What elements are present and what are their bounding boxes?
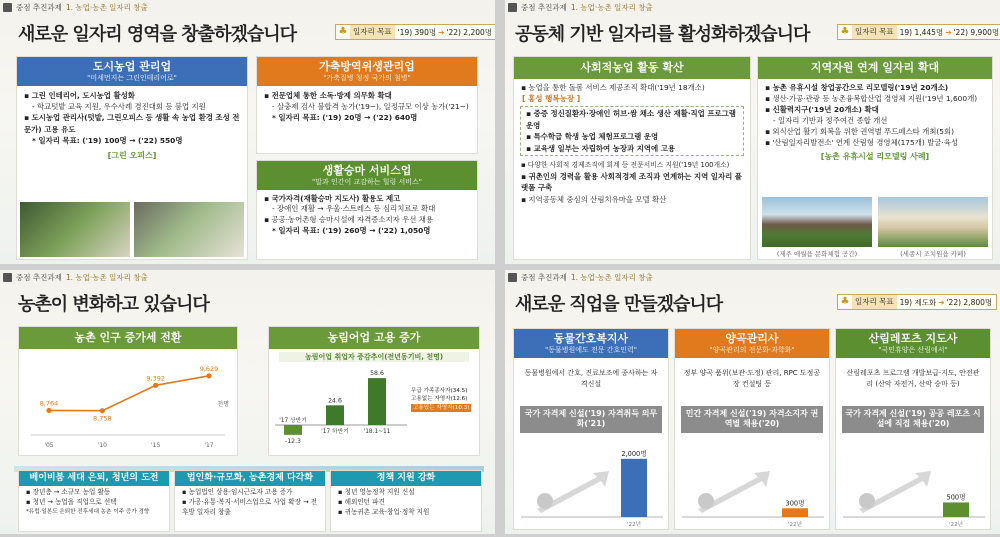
green-office-photo xyxy=(20,202,130,257)
goal-line: * 일자리 목표: ('19) 100명 → ('22) 550명 xyxy=(32,136,183,146)
list-item: ▪ 외식산업 활기 회복을 위한 권역별 푸드페스타 개최(5회) xyxy=(765,126,987,137)
data-label: 58.6 xyxy=(370,370,384,378)
bar xyxy=(621,459,647,517)
horse-riding-card xyxy=(256,160,478,260)
card-header xyxy=(836,329,990,358)
data-label: 9,392 xyxy=(146,374,165,383)
list-item: *유럽·일본도 은퇴한 전후세대 농촌 이주 증가 경향 xyxy=(26,509,150,516)
card-title: 산림레포츠 지도사 xyxy=(868,332,958,345)
goal-from: '19) 390명 xyxy=(397,27,437,37)
job-bar-chart xyxy=(517,441,667,529)
tick-label: '17 상반기 xyxy=(279,418,307,424)
tick-label: '17 하반기 xyxy=(321,429,349,435)
goal-badge xyxy=(335,24,495,40)
illustration-icon xyxy=(537,493,553,509)
legend-item: 고용있는 자영자(10.3) xyxy=(413,404,470,411)
population-chart-card xyxy=(18,326,238,456)
goal-badge xyxy=(837,24,1000,40)
legend-item: 고용없는 자영자(12.6) xyxy=(411,396,468,403)
chart-subtitle: 농림어업 취업자 증감추이(전년동기비, 천명) xyxy=(279,352,469,362)
slide-header xyxy=(505,270,653,284)
breadcrumb-topic: 1. 농업·농촌 일자리 창출 xyxy=(570,272,653,282)
list-item: ▪ 생산·가공·관광 등 농촌융복합산업 경영체 지원('19년 1,600개) xyxy=(765,93,987,104)
data-label: 8,764 xyxy=(39,399,59,408)
job-milestone: 국가 자격제 신설('19) 공공 레포츠 시설에 직접 채용('20) xyxy=(842,406,984,434)
list-item: ▪ 귀촌인의 경력을 활용 사회적경제 조직과 연계하는 지역 일자리 플랫폼 구축 xyxy=(521,171,745,194)
list-item: ▪ 도시농업 관리사(텃밭, 그린오피스 등 생활 속 농업 환경 조성 전문가) 고용 유도 xyxy=(24,112,242,135)
breadcrumb-section: 중점 추진과제 xyxy=(521,2,567,12)
card-title: 정책 지원 강화 xyxy=(331,471,481,486)
breadcrumb-section: 중점 추진과제 xyxy=(521,272,567,282)
babyboom-card xyxy=(18,470,170,532)
list-item: ▪ 청년 영농정착 지원 신설 xyxy=(338,488,476,498)
data-point xyxy=(153,383,158,388)
photo-caption: (세종시 조치원읍 카페) xyxy=(900,250,966,258)
list-item: ▪ 청년 → 농업을 직업으로 선택 xyxy=(26,498,164,508)
chart-legend xyxy=(411,387,471,412)
goal-to: '22) 2,200명 xyxy=(446,27,493,37)
list-item: ▪ 농업법인 상용·임시근로자 고용 증가 xyxy=(182,488,320,498)
breadcrumb-topic: 1. 농업·농촌 일자리 창출 xyxy=(65,2,148,12)
page-title: 새로운 직업을 만들겠습니다 xyxy=(515,294,723,315)
card-title: 법인화·규모화, 농촌경제 다각화 xyxy=(175,471,325,486)
bar xyxy=(284,425,302,435)
data-label: 300명 xyxy=(785,499,805,508)
menu-icon xyxy=(3,273,12,282)
card-title: 농림어업 고용 증가 xyxy=(269,327,479,349)
goal-to: '22) 2,800명 xyxy=(946,297,993,307)
list-item: ▪ 중증 정신질환자·장애인 허브·쌈 채소 생산 재활·직업 프로그램 운영 xyxy=(526,108,738,131)
policy-card xyxy=(330,470,482,532)
list-item: - 학교텃밭 교육 지원, 우수사례 경진대회 등 붐업 지원 xyxy=(32,101,206,111)
list-item: ▪ 장년층 → 소규모 농업 활동 xyxy=(26,488,164,498)
goal-label: 일자리 목표 xyxy=(852,25,897,39)
tick-label: '15 xyxy=(151,442,161,449)
slide-header xyxy=(505,0,653,14)
goal-line: * 일자리 목표: ('19) 20명 → ('22) 640명 xyxy=(272,113,418,123)
employment-bar-chart xyxy=(271,365,411,455)
menu-icon xyxy=(508,273,517,282)
bar xyxy=(782,508,808,517)
job-card-vet-nurse xyxy=(513,328,669,530)
card-subtitle: "국민휴양은 산림에서" xyxy=(878,345,948,354)
tick-label: '22년 xyxy=(948,522,964,528)
employment-chart-card xyxy=(268,326,480,456)
goal-from: 19) 1,445명 xyxy=(899,27,944,37)
arrow-right-icon: ➔ xyxy=(945,27,952,37)
list-item: - 장애인 재활 → 우울·스트레스 등 심리치료로 확대 xyxy=(272,204,436,214)
card-title: 동물간호복지사 xyxy=(553,332,629,345)
data-point xyxy=(206,373,211,378)
card-header xyxy=(17,57,247,86)
page-title: 공동체 기반 일자리를 활성화하겠습니다 xyxy=(515,24,810,45)
tick-label: '22년 xyxy=(626,522,642,528)
job-card-grain-manager xyxy=(674,328,830,530)
goal-label: 일자리 목표 xyxy=(852,295,897,309)
data-label: 9,629 xyxy=(199,364,219,373)
page-title: 농촌이 변화하고 있습니다 xyxy=(18,294,209,315)
card-title: 사회적농업 활동 확산 xyxy=(514,57,750,79)
data-label: 24.6 xyxy=(328,397,342,405)
goal-line: * 일자리 목표: ('19) 260명 → ('22) 1,050명 xyxy=(272,225,431,235)
card-subtitle: "양곡관리의 전문화·과학화" xyxy=(709,345,795,354)
bar xyxy=(943,502,969,517)
photo-caption: (제주 애월읍 문화체험 공간) xyxy=(776,250,858,258)
list-item: ▪ 특수학급 학생 농업 체험프로그램 운영 xyxy=(526,131,738,142)
list-item: ▪ 귀농귀촌 교육·창업·정착 지원 xyxy=(338,508,476,518)
card-header xyxy=(257,57,477,86)
list-item: ▪ 그린 인테리어, 도시농업 활성화 xyxy=(24,90,242,101)
job-description: 동물병원에서 간호, 진료보조에 종사하는 자격신설 xyxy=(524,368,658,388)
slide-header xyxy=(0,270,148,284)
corporatization-card xyxy=(174,470,326,532)
card-title: 지역자원 연계 일자리 확대 xyxy=(758,57,992,79)
tick-label: '17 xyxy=(204,442,214,449)
breadcrumb-section: 중점 추진과제 xyxy=(16,272,62,282)
breadcrumb-topic: 1. 농업·농촌 일자리 창출 xyxy=(65,272,148,282)
tick-label: '10 xyxy=(97,442,107,449)
menu-icon xyxy=(3,3,12,12)
list-item: ▪ 농촌 유휴시설 창업공간으로 리모델링('19년 20개소) xyxy=(765,82,987,93)
goal-from: 19) 제도화 xyxy=(899,297,937,307)
job-description: 정부 양곡 품위(보관·도정) 관리, RPC 도정공장 컨설팅 등 xyxy=(683,368,821,388)
card-title: 베이비붐 세대 은퇴, 청년의 도전 xyxy=(19,471,169,486)
list-item: ▪ 가공·유통·복지·서비스업으로 사업 확장 → 전후방 일자리 창출 xyxy=(182,498,320,518)
list-item: - 살충제 검사 불합격 농가('19~), 일정규모 이상 농가('21~) xyxy=(272,101,469,111)
card-subtitle: "말과 인간이 교감하는 힐링 서비스" xyxy=(311,177,422,186)
data-label: 500명 xyxy=(946,493,966,502)
arrow-right-icon: ➔ xyxy=(938,297,945,307)
illustration-icon xyxy=(859,493,875,509)
arrow-right-icon: ➔ xyxy=(438,27,445,37)
list-item: ▪ 해외인턴 파견 xyxy=(338,498,476,508)
slide-rural-change xyxy=(0,270,495,534)
slide-new-occupations xyxy=(505,270,1000,534)
list-item: - 일자리 기반과 정주여건 종합 개선 xyxy=(773,116,888,126)
sprout-icon: ♣ xyxy=(840,26,850,37)
card-header xyxy=(257,161,477,190)
list-item: ▪ 지역공동체 중심의 산림치유마을 모델 확산 xyxy=(521,194,745,205)
list-item: ▪ 신활력지구('19년 20개소) 확대 xyxy=(765,104,987,115)
job-bar-chart xyxy=(839,441,989,529)
livestock-hygiene-card xyxy=(256,56,478,154)
data-label: 2,000명 xyxy=(621,449,647,458)
goal-to: '22) 9,900명 xyxy=(953,27,1000,37)
card-title: 양곡관리사 xyxy=(725,332,779,345)
job-milestone: 민간 자격제 신설('19) 자격소지자 권역별 채용('20) xyxy=(681,406,823,434)
regional-resources-card xyxy=(757,56,993,260)
slide-header xyxy=(0,0,148,14)
unit-label: 천명 xyxy=(217,401,229,408)
list-item: ▪ 다양한 사회적 경제조직에 회계 등 전문서비스 지원('19년 100개소) xyxy=(521,160,745,171)
sprout-icon: ♣ xyxy=(338,26,348,37)
data-label: 8,758 xyxy=(93,414,112,423)
goal-label: 일자리 목표 xyxy=(350,25,395,39)
goal-badge xyxy=(837,294,997,310)
sejong-cafe-photo xyxy=(878,197,988,247)
social-farming-card xyxy=(513,56,751,260)
data-point xyxy=(46,408,51,413)
green-office-photo xyxy=(134,202,244,257)
list-item: ▪ '산림일자리발전소' 연계 산림형 경영체(175개) 발굴·육성 xyxy=(765,137,987,148)
breadcrumb-section: 중점 추진과제 xyxy=(16,2,62,12)
list-item: ▪ 전문업체 통한 소독·방제 의무화 확대 xyxy=(264,90,472,101)
list-item: ▪ 국가자격(재활승마 지도사) 활용도 제고 xyxy=(264,194,472,205)
illustration-icon xyxy=(698,493,714,509)
data-point xyxy=(100,408,105,413)
sprout-icon: ♣ xyxy=(840,296,850,307)
card-title: 생활승마 서비스업 xyxy=(322,164,412,177)
card-title: 가축방역위생관리업 xyxy=(319,60,415,73)
card-title: 농촌 인구 증가세 전환 xyxy=(19,327,237,349)
page-title: 새로운 일자리 영역을 창출하겠습니다 xyxy=(18,24,297,45)
job-milestone: 국가 자격제 신설('19) 자격취득 의무화('21) xyxy=(520,406,662,434)
job-bar-chart xyxy=(678,441,828,529)
menu-icon xyxy=(508,3,517,12)
jeju-space-photo xyxy=(762,197,872,247)
list-item: ▪ 교육생 일부는 자립하여 농장과 지역에 고용 xyxy=(526,143,738,154)
card-title: 도시농업 관리업 xyxy=(92,60,172,73)
list-item: ▪ 공공·농어촌형 승마시설에 자격증소지자 우선 채용 xyxy=(264,215,472,226)
photo-tag: [농촌 유휴시설 리모델링 사례] xyxy=(820,152,930,162)
breadcrumb-topic: 1. 농업·농촌 일자리 창출 xyxy=(570,2,653,12)
slide-new-job-areas xyxy=(0,0,495,264)
urban-farming-card xyxy=(16,56,248,260)
job-description: 산림레포츠 프로그램 개발보급·지도, 안전관리 (산악 자전거, 산악 승마 등) xyxy=(846,368,980,388)
population-line-chart xyxy=(19,351,237,455)
bar xyxy=(326,405,344,425)
legend-item: 무급 가족종사자(34.5) xyxy=(411,388,468,394)
card-header xyxy=(514,329,668,358)
photo-tag: [그린 오피스] xyxy=(107,150,157,160)
data-label: -12.3 xyxy=(284,437,302,445)
card-subtitle: "가축질병 청정 국가의 첨병" xyxy=(323,73,411,82)
tick-label: '18.1~11 xyxy=(363,429,391,435)
slide-community-jobs xyxy=(505,0,1000,264)
bar xyxy=(368,378,386,425)
card-subtitle: "동물병원에도 전문 간호인력" xyxy=(544,345,638,354)
case-tag: [ 홍성 행복농장 ] xyxy=(522,94,581,104)
job-card-forest-leisure xyxy=(835,328,991,530)
tick-label: '22년 xyxy=(787,522,803,528)
list-item: ▪ 농업을 통한 돌봄 서비스 제공조직 확대('19년 18개소) xyxy=(521,82,745,93)
case-box xyxy=(520,106,744,156)
card-subtitle: "미세먼지는 그린인테리어로" xyxy=(87,73,177,82)
tick-label: '05 xyxy=(44,442,54,449)
card-header xyxy=(675,329,829,358)
series-line xyxy=(49,376,209,411)
